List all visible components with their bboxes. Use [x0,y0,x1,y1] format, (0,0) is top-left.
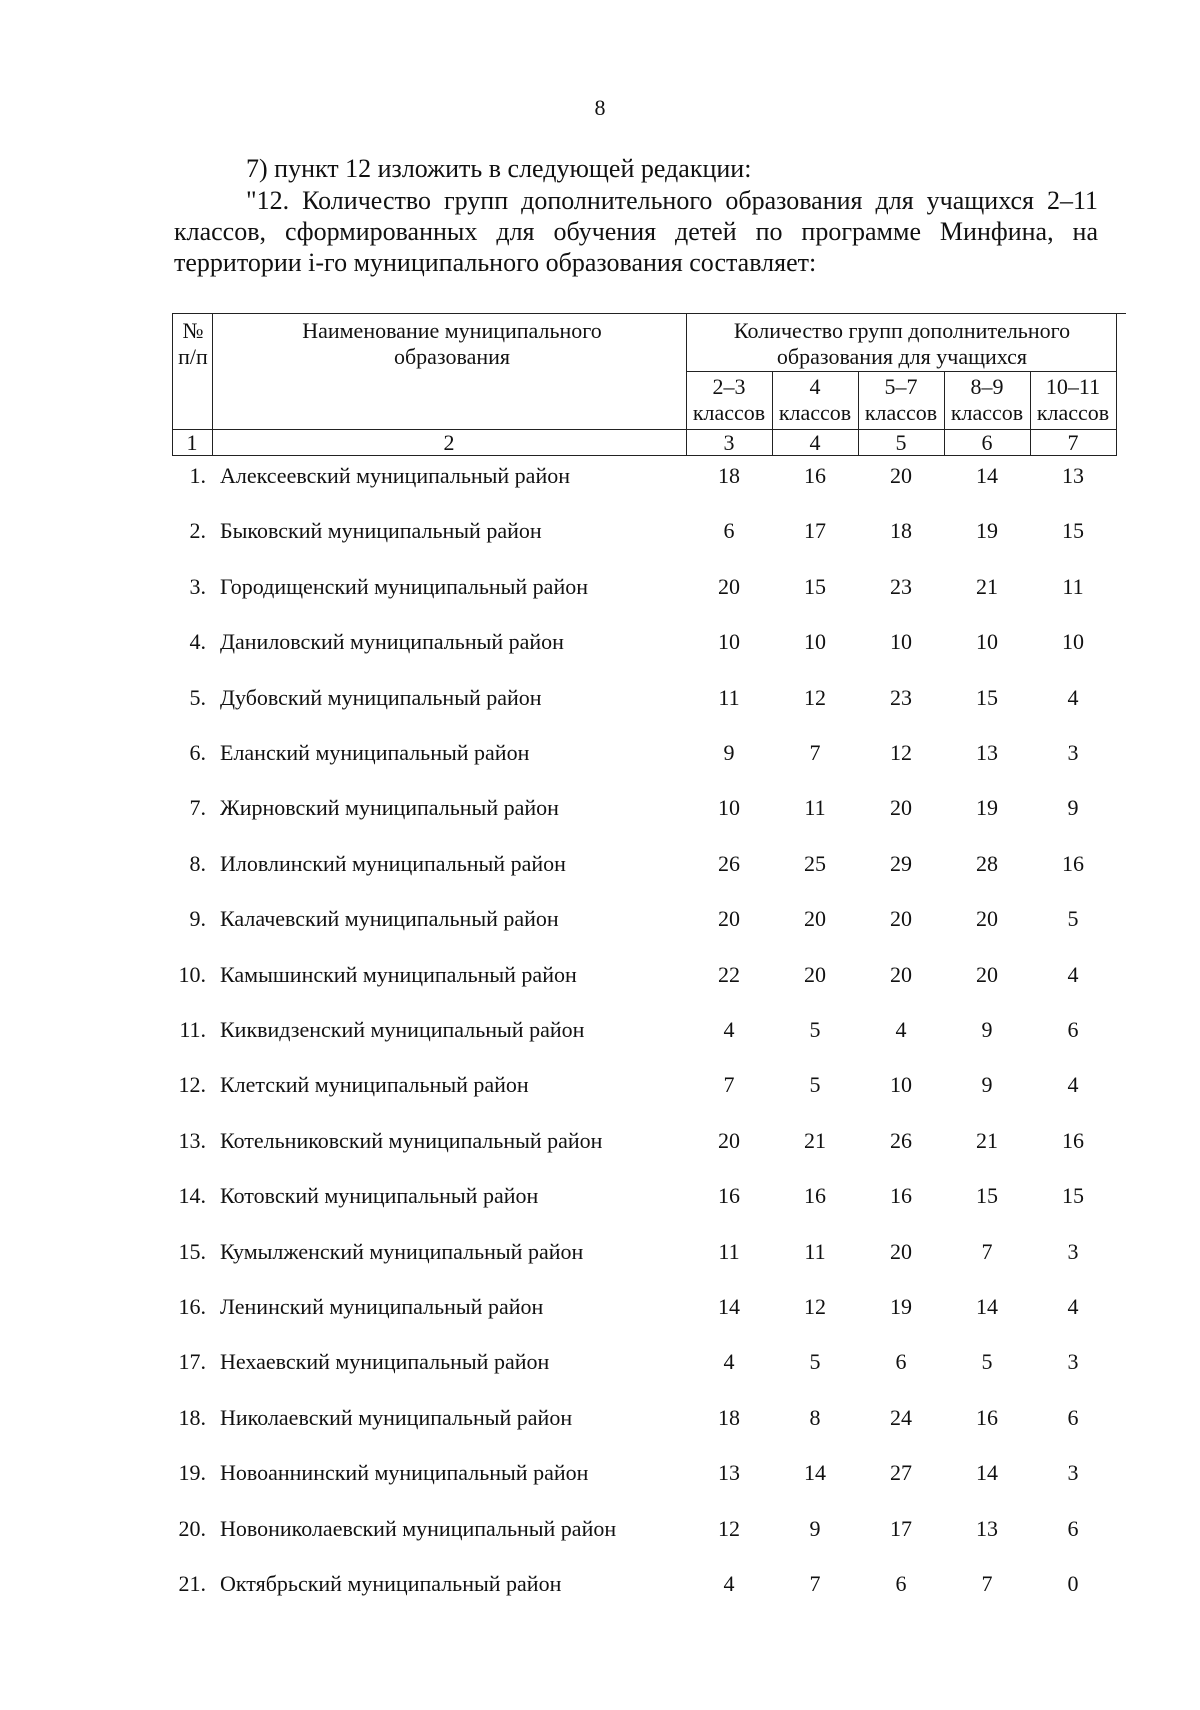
row-value: 13 [976,740,998,765]
row-value: 4 [1067,961,1079,987]
row-number: 13. [178,1127,206,1153]
row-value: 14 [976,1460,998,1486]
index-2: 2 [443,430,455,455]
row-name: Николаевский муниципальный район [220,1404,573,1430]
row-number: 7. [189,795,206,821]
row-value: 8 [809,1404,821,1430]
row-value: 15 [804,573,826,599]
row-name: Алексеевский муниципальный район [220,463,570,488]
row-name: Котельниковский муниципальный район [220,1127,603,1153]
row-value: 20 [976,961,998,987]
row-value: 14 [718,1294,740,1319]
header-num: № п/п [178,318,208,369]
row-value: 16 [890,1183,912,1209]
row-value: 9 [981,1072,993,1098]
row-value: 5 [809,1017,821,1042]
row-value: 17 [890,1515,912,1541]
row-value: 12 [804,684,826,710]
row-name: Котовский муниципальный район [220,1183,539,1209]
page-number: 8 [594,95,606,120]
row-value: 12 [890,740,912,765]
row-value: 9 [981,1017,993,1042]
row-value: 10 [890,1072,912,1098]
row-name: Новоаннинский муниципальный район [220,1460,589,1486]
row-value: 18 [718,1404,740,1430]
row-number: 6. [189,740,206,765]
row-value: 4 [723,1349,735,1375]
row-value: 21 [804,1127,826,1153]
row-value: 7 [981,1238,993,1264]
index-5: 5 [895,430,907,455]
row-value: 19 [890,1294,912,1319]
row-value: 13 [718,1460,740,1486]
table-row [172,1290,1126,1324]
row-value: 21 [976,573,998,599]
row-number: 2. [189,518,206,544]
row-name: Октябрьский муниципальный район [220,1571,562,1596]
row-value: 7 [723,1072,735,1098]
header-name: Наименование муниципального образования [302,318,602,369]
header-col-4: 4 классов [778,374,852,425]
row-name: Киквидзенский муниципальный район [220,1017,585,1042]
index-6: 6 [981,430,993,455]
table-row [172,1068,1126,1102]
row-value: 10 [718,629,740,655]
header-col-5-7: 5–7 классов [864,374,938,425]
row-value: 10 [1062,629,1084,655]
table-row [172,736,1126,770]
row-value: 4 [723,1571,735,1596]
row-name: Калачевский муниципальный район [220,906,559,932]
table-row [172,625,1126,659]
row-value: 20 [718,573,740,599]
row-value: 14 [804,1460,826,1486]
row-name: Клетский муниципальный район [220,1072,529,1098]
row-value: 24 [890,1404,912,1430]
table-row [172,1401,1126,1435]
table-row [172,1567,1126,1601]
row-value: 20 [804,961,826,987]
table-row [172,1179,1126,1213]
row-value: 28 [976,850,998,876]
row-number: 9. [189,906,206,932]
row-value: 6 [1067,1515,1079,1541]
row-value: 20 [890,463,912,488]
row-value: 16 [804,463,826,488]
row-number: 20. [178,1515,206,1541]
table-row [172,1512,1126,1546]
row-value: 5 [1067,906,1079,932]
row-value: 4 [1067,1072,1079,1098]
row-value: 15 [976,1183,998,1209]
row-value: 9 [1067,795,1079,821]
row-value: 7 [809,740,821,765]
row-value: 20 [890,906,912,932]
row-value: 10 [718,795,740,821]
row-name: Ленинский муниципальный район [220,1294,544,1319]
row-value: 9 [809,1515,821,1541]
row-name: Быковский муниципальный район [220,518,542,544]
row-value: 18 [718,463,740,488]
row-value: 4 [1067,684,1079,710]
header-groups: Количество групп дополнительного образования для учащихся [733,318,1071,369]
row-value: 6 [1067,1404,1079,1430]
row-number: 14. [178,1183,206,1209]
row-value: 11 [804,795,826,821]
row-value: 20 [890,795,912,821]
index-3: 3 [723,430,735,455]
row-value: 10 [804,629,826,655]
row-value: 16 [976,1404,998,1430]
row-name: Городищенский муниципальный район [220,573,588,599]
row-value: 13 [1062,463,1084,488]
row-value: 14 [976,1294,998,1319]
table-row [172,1235,1126,1269]
row-value: 15 [976,684,998,710]
row-value: 26 [718,850,740,876]
header-col-8-9: 8–9 классов [950,374,1024,425]
row-number: 15. [178,1238,206,1264]
row-number: 16. [178,1294,206,1319]
row-number: 10. [178,961,206,987]
row-value: 23 [890,684,912,710]
table-header [172,313,1126,456]
index-1: 1 [186,430,198,455]
table-row [172,514,1126,548]
row-value: 4 [723,1017,735,1042]
paragraph-intro: 7) пункт 12 изложить в следующей редакции: [246,154,752,183]
row-value: 14 [976,463,998,488]
row-value: 20 [718,906,740,932]
table-row [172,1013,1126,1047]
row-value: 20 [804,906,826,932]
row-value: 10 [890,629,912,655]
row-number: 19. [178,1460,206,1486]
table-row [172,681,1126,715]
row-value: 5 [809,1349,821,1375]
row-value: 4 [895,1017,907,1042]
table-row [172,459,1126,493]
row-value: 16 [804,1183,826,1209]
table-row [172,1345,1126,1379]
row-value: 20 [976,906,998,932]
row-number: 11. [179,1017,206,1042]
row-value: 4 [1067,1294,1079,1319]
row-value: 11 [718,684,740,710]
row-value: 13 [976,1515,998,1541]
table-row [172,902,1126,936]
table-row [172,958,1126,992]
row-value: 15 [1062,1183,1084,1209]
row-value: 6 [895,1571,907,1596]
row-value: 20 [718,1127,740,1153]
row-value: 19 [976,518,998,544]
row-value: 12 [718,1515,740,1541]
row-number: 3. [189,573,206,599]
row-value: 7 [981,1571,993,1596]
row-name: Даниловский муниципальный район [220,629,564,655]
row-number: 21. [178,1571,206,1596]
row-value: 17 [804,518,826,544]
row-value: 29 [890,850,912,876]
row-number: 12. [178,1072,206,1098]
index-7: 7 [1067,430,1079,455]
index-4: 4 [809,430,821,455]
row-name: Еланский муниципальный район [220,740,530,765]
row-value: 21 [976,1127,998,1153]
header-col-2-3: 2–3 классов [692,374,766,425]
row-number: 17. [178,1349,206,1375]
row-value: 0 [1067,1571,1079,1596]
row-value: 15 [1062,518,1084,544]
row-value: 3 [1067,1238,1079,1264]
table-row [172,847,1126,881]
row-value: 16 [1062,1127,1084,1153]
row-value: 3 [1067,740,1079,765]
header-col-10-11: 10–11 классов [1036,374,1110,425]
row-value: 5 [981,1349,993,1375]
row-value: 16 [718,1183,740,1209]
row-name: Жирновский муниципальный район [220,795,559,821]
row-value: 25 [804,850,826,876]
row-number: 4. [189,629,206,655]
row-value: 11 [1062,573,1084,599]
row-value: 27 [890,1460,912,1486]
row-value: 6 [1067,1017,1079,1042]
row-value: 9 [723,740,735,765]
table-row [172,791,1126,825]
row-value: 11 [804,1238,826,1264]
row-value: 6 [723,518,735,544]
paragraph-main: "12. Количество групп дополнительного образования для учащихся 2–11 классов, сформированных для обучения детей по программе Минфина, на территории i-го муниципального образования составляет: [174,186,1098,277]
row-number: 5. [189,684,206,710]
row-value: 23 [890,573,912,599]
row-name: Дубовский муниципальный район [220,684,542,710]
table-row [172,1124,1126,1158]
row-value: 26 [890,1127,912,1153]
table-row [172,570,1126,604]
row-value: 7 [809,1571,821,1596]
row-name: Кумылженский муниципальный район [220,1238,584,1264]
row-number: 1. [189,463,206,488]
row-value: 3 [1067,1349,1079,1375]
row-value: 22 [718,961,740,987]
row-value: 3 [1067,1460,1079,1486]
row-number: 8. [189,850,206,876]
row-value: 19 [976,795,998,821]
row-value: 20 [890,961,912,987]
row-value: 10 [976,629,998,655]
row-name: Иловлинский муниципальный район [220,850,566,876]
row-value: 18 [890,518,912,544]
row-value: 16 [1062,850,1084,876]
table-row [172,1456,1126,1490]
row-value: 11 [718,1238,740,1264]
row-name: Новониколаевский муниципальный район [220,1515,617,1541]
row-value: 12 [804,1294,826,1319]
row-name: Камышинский муниципальный район [220,961,577,987]
row-name: Нехаевский муниципальный район [220,1349,550,1375]
row-number: 18. [178,1404,206,1430]
row-value: 6 [895,1349,907,1375]
row-value: 20 [890,1238,912,1264]
row-value: 5 [809,1072,821,1098]
